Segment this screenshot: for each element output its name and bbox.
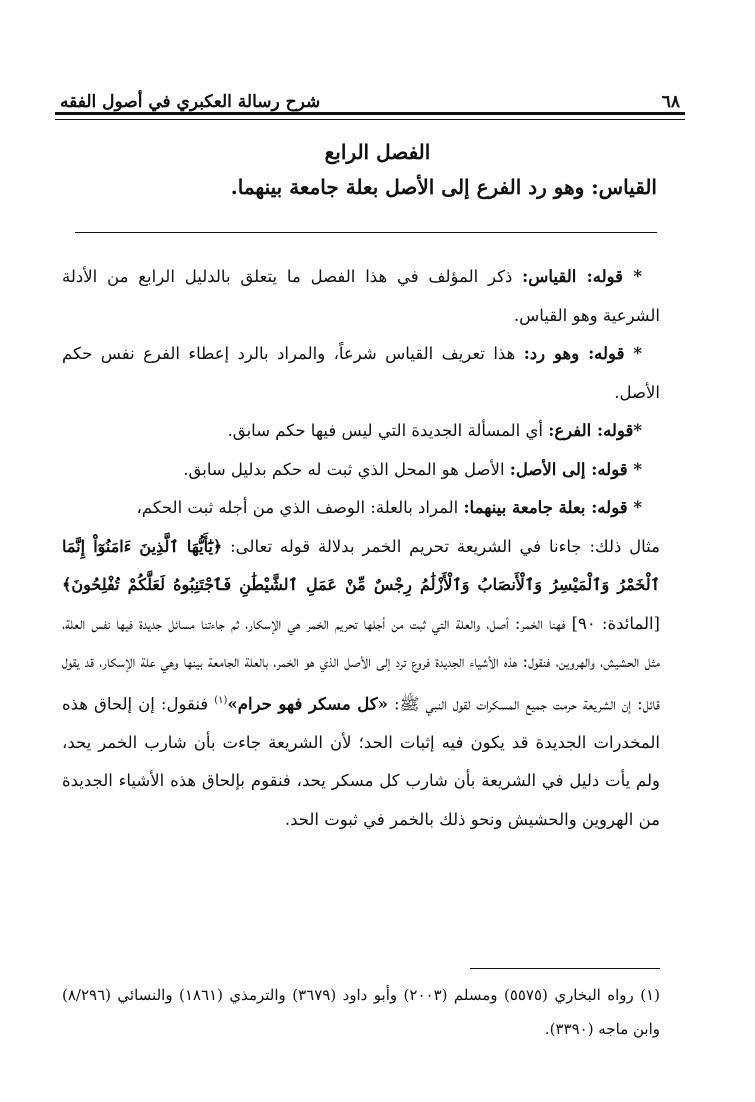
paragraph-text: [المائدة: ٩٠] فهنا الخمر: أصل، والعلة التي ثبت من أجلها تحريم الخمر هي الإسكار، ثم جاءتنا مسائل جديدة فيها نفس العلة، مثل الحشيش، والهروين، فنقول: هذه الأشياء الجديدة فروع ترد إلى الأصل الذي هو الخمر، بالعلة الجامعة بينها وهي علة الإسكار، قد يقول قائل: إن الشريعة حرمت جميع المسكرات لقول النبي ﷺ:: [62, 613, 660, 713]
term-label: * قوله: إلى الأصل:: [509, 459, 642, 479]
footnote-text: (١) رواه البخاري (٥٥٧٥) ومسلم (٢٠٠٣) وأبو داود (٣٦٧٩) والترمذي (١٨٦١) والنسائي (٨/٢٩٦) وابن ماجه (٣٣٩٠).: [62, 986, 660, 1038]
commentary-body: [62, 258, 660, 839]
paragraph-text: هذا تعريف القياس شرعاً، والمراد بالرد إعطاء الفرع نفس حكم الأصل.: [62, 344, 660, 402]
paragraph-text: ذكر المؤلف في هذا الفصل ما يتعلق بالدليل الرابع من الأدلة الشرعية وهو القياس.: [62, 267, 660, 325]
quran-verse: ﴿يَٰٓأَيُّهَا ٱلَّذِينَ ءَامَنُوٓاْ إِنَّمَا ٱلْخَمْرُ وَٱلْمَيْسِرُ وَٱلْأَنصَابُ وَٱلْأَزْلَٰمُ رِجْسٌ مِّنْ عَمَلِ ٱلشَّيْطَٰنِ فَٱجْتَنِبُوهُ لَعَلَّكُمْ تُفْلِحُونَ﴾: [62, 536, 660, 594]
chapter-title: الفصل الرابع: [324, 140, 431, 164]
paragraph-text: مثال ذلك: جاءنا في الشريعة تحريم الخمر بدلالة قوله تعالى:: [222, 536, 660, 556]
page-number: ٦٨: [661, 92, 680, 112]
section-divider: [75, 232, 657, 233]
commentary-paragraph: [62, 451, 660, 490]
running-header: [60, 78, 680, 112]
book-title: شرح رسالة العكبري في أصول الفقه: [60, 92, 321, 112]
term-label: *قوله: الفرع:: [548, 421, 642, 440]
paragraph-text: أي المسألة الجديدة التي ليس فيها حكم سابق.: [227, 421, 549, 440]
header-rule: [55, 112, 685, 120]
commentary-paragraph: [62, 335, 660, 412]
footnote-marker[interactable]: (١): [214, 694, 228, 706]
commentary-paragraph: [62, 412, 660, 451]
term-label: * قوله: وهو رد:: [523, 344, 642, 363]
commentary-paragraph: [62, 258, 660, 335]
term-label: * قوله: القياس:: [522, 267, 642, 286]
paragraph-text: المراد بالعلة: الوصف الذي من أجله ثبت الحكم،: [136, 498, 464, 517]
commentary-paragraph: [62, 489, 660, 528]
hadith-quote: «كل مسكر فهو حرام»: [227, 694, 388, 713]
paragraph-text: الأصل هو المحل الذي ثبت له حكم بدليل سابق.: [183, 459, 510, 479]
example-paragraph: [62, 528, 660, 840]
term-label: * قوله: بعلة جامعة بينهما:: [463, 498, 642, 517]
paragraph-text: فنقول: إن إلحاق هذه المخدرات الجديدة قد يكون فيه إثبات الحد؛ لأن الشريعة جاءت بأن شارب الخمر يحد، ولم يأت دليل في الشريعة بأن شارب كل مسكر يحد، فنقوم بإلحاق هذه الأشياء الجديدة من الهروين والحشيش ونحو ذلك بالخمر في ثبوت الحد.: [62, 694, 660, 829]
footnote-rule: [470, 968, 660, 969]
footnote: [62, 978, 660, 1046]
chapter-definition: القياس: وهو رد الفرع إلى الأصل بعلة جامعة بينهما.: [230, 175, 657, 199]
